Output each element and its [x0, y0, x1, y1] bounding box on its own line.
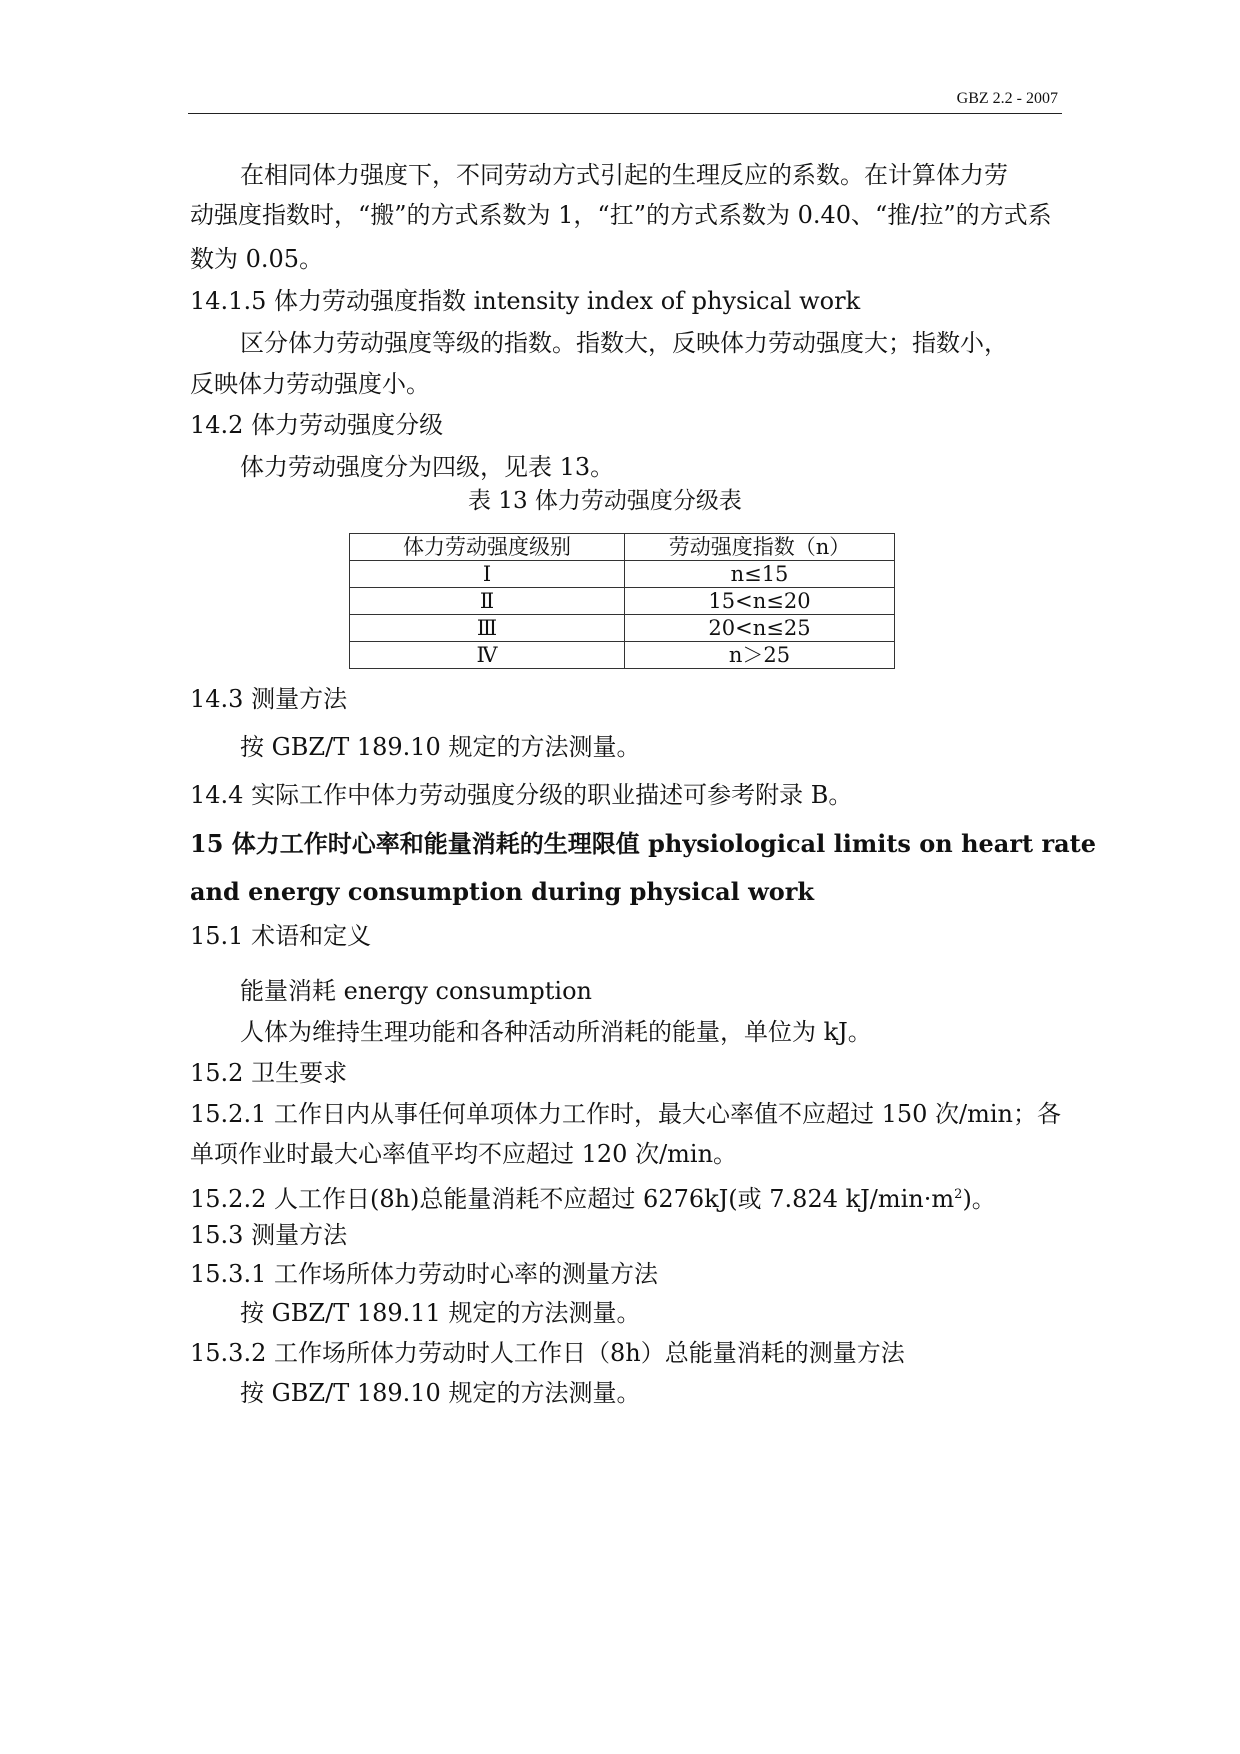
- section-heading-14-4: 14.4 实际工作中体力劳动强度分级的职业描述可参考附录 B。: [190, 781, 853, 809]
- table-header-cell: 劳动强度指数（n）: [625, 534, 895, 561]
- table-caption: 表 13 体力劳动强度分级表: [468, 488, 742, 514]
- table-row: [350, 642, 895, 669]
- section-heading-14-3: 14.3 测量方法: [190, 685, 348, 713]
- page-header: [188, 88, 1062, 114]
- standard-code: GBZ 2.2 - 2007: [956, 90, 1058, 107]
- table-row: [350, 615, 895, 642]
- paragraph-line: 15.2.1 工作日内从事任何单项体力工作时，最大心率值不应超过 150 次/min；各: [190, 1100, 1062, 1128]
- paragraph-text: 15.2.2 人工作日(8h)总能量消耗不应超过 6276kJ(或 7.824 kJ/min·m: [190, 1185, 955, 1213]
- paragraph-line: 按 GBZ/T 189.10 规定的方法测量。: [240, 733, 641, 761]
- paragraph-line: 按 GBZ/T 189.10 规定的方法测量。: [240, 1379, 641, 1407]
- table-cell: Ⅱ: [350, 588, 625, 615]
- table-cell: n≤15: [625, 561, 895, 588]
- paragraph-text: )。: [962, 1185, 996, 1213]
- table-row: [350, 561, 895, 588]
- paragraph-line: 区分体力劳动强度等级的指数。指数大，反映体力劳动强度大；指数小，: [240, 329, 1008, 357]
- table-cell: Ⅰ: [350, 561, 625, 588]
- paragraph-15-2-2: [190, 1180, 996, 1214]
- paragraph-line: 动强度指数时，“搬”的方式系数为 1，“扛”的方式系数为 0.40、“推/拉”的方式系: [190, 201, 1052, 229]
- section-heading-15-2: 15.2 卫生要求: [190, 1059, 348, 1087]
- table-row: [350, 588, 895, 615]
- section-heading-15: 15 体力工作时心率和能量消耗的生理限值 physiological limits on heart rate: [190, 829, 1096, 858]
- paragraph-line: 体力劳动强度分为四级，见表 13。: [240, 453, 615, 481]
- section-heading-14-1-5: 14.1.5 体力劳动强度指数 intensity index of physical work: [190, 287, 861, 315]
- section-heading-15-3-1: 15.3.1 工作场所体力劳动时心率的测量方法: [190, 1260, 658, 1288]
- paragraph-line: 反映体力劳动强度小。: [190, 370, 430, 398]
- table-header-row: [350, 534, 895, 561]
- grade-table: [349, 533, 895, 669]
- paragraph-line: 数为 0.05。: [190, 245, 324, 273]
- paragraph-line: 单项作业时最大心率值平均不应超过 120 次/min。: [190, 1140, 738, 1168]
- section-heading-15-3-2: 15.3.2 工作场所体力劳动时人工作日（8h）总能量消耗的测量方法: [190, 1339, 905, 1367]
- section-heading-15-cont: and energy consumption during physical work: [190, 877, 815, 906]
- table-header-cell: 体力劳动强度级别: [350, 534, 625, 561]
- table-cell: Ⅳ: [350, 642, 625, 669]
- superscript: 2: [954, 1187, 963, 1202]
- table-cell: 15<n≤20: [625, 588, 895, 615]
- term-title: 能量消耗 energy consumption: [240, 977, 592, 1005]
- section-heading-15-3: 15.3 测量方法: [190, 1221, 348, 1249]
- table-cell: n＞25: [625, 642, 895, 669]
- table-cell: 20<n≤25: [625, 615, 895, 642]
- paragraph-line: 按 GBZ/T 189.11 规定的方法测量。: [240, 1299, 641, 1327]
- section-heading-14-2: 14.2 体力劳动强度分级: [190, 411, 444, 439]
- paragraph-line: 在相同体力强度下，不同劳动方式引起的生理反应的系数。在计算体力劳: [240, 161, 1008, 189]
- term-definition: 人体为维持生理功能和各种活动所消耗的能量，单位为 kJ。: [240, 1018, 872, 1046]
- section-heading-15-1: 15.1 术语和定义: [190, 922, 372, 950]
- table-cell: Ⅲ: [350, 615, 625, 642]
